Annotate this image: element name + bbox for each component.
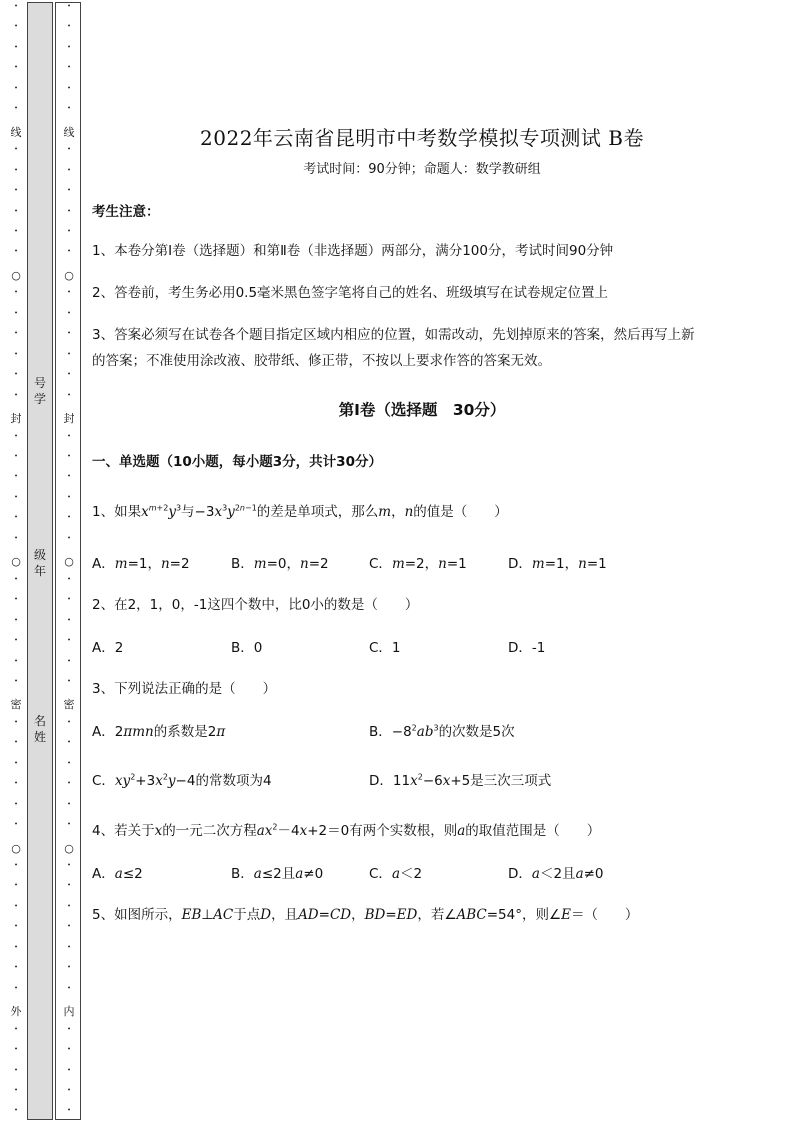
- q2-option-a: A．2: [92, 640, 124, 656]
- outer-dot: •: [14, 43, 18, 51]
- outer-mark: 封: [10, 412, 22, 426]
- inner-dot: •: [67, 473, 71, 481]
- notice-item-3: 3、答案必须写在试卷各个题目指定区域内相应的位置，如需改动，先划掉原来的答案，然后再写上新: [92, 327, 695, 343]
- outer-dot: •: [14, 23, 18, 31]
- inner-dot: •: [67, 1087, 71, 1095]
- outer-dot: •: [14, 84, 18, 92]
- inner-dot: •: [67, 1046, 71, 1054]
- outer-dot: •: [14, 984, 18, 992]
- inner-dot: •: [67, 575, 71, 583]
- outer-mark: ○: [11, 268, 21, 282]
- question-5: 5、如图所示，EB⊥AC于点D，且AD=CD，BD=ED，若∠ABC=54°，则∠E＝（ ）: [92, 907, 639, 923]
- outer-dot: •: [14, 780, 18, 788]
- notice-item-3-cont: 的答案；不准使用涂改液、胶带纸、修正带，不按以上要求作答的答案无效。: [92, 353, 551, 369]
- inner-dot: •: [67, 821, 71, 829]
- inner-dot: •: [67, 1066, 71, 1074]
- inner-dot: •: [67, 514, 71, 522]
- outer-dot: •: [14, 391, 18, 399]
- inner-dot: •: [67, 43, 71, 51]
- q2-option-d: D．-1: [508, 640, 546, 656]
- question-4: 4、若关于x的一元二次方程$ax^2-4x+2=0$有两个实数根，则a的取值范围是（ ）: [92, 822, 601, 839]
- inner-dot: •: [67, 657, 71, 665]
- inner-dot: •: [67, 616, 71, 624]
- outer-dot-column: [9, 4, 23, 1119]
- inner-dot: •: [67, 882, 71, 890]
- inner-dot: •: [67, 964, 71, 972]
- field-student-number: 号学: [34, 376, 47, 406]
- inner-dot: •: [67, 105, 71, 113]
- inner-dot: •: [67, 739, 71, 747]
- inner-dot: •: [67, 596, 71, 604]
- inner-dot: •: [67, 902, 71, 910]
- q4-option-d: D．a＜2且a≠0: [508, 866, 604, 882]
- q1-option-d: D．m=1，n=1: [508, 556, 607, 572]
- inner-dot: •: [67, 923, 71, 931]
- outer-dot: •: [14, 1046, 18, 1054]
- notice-item-2: 2、答卷前，考生务必用0.5毫米黑色签字笔将自己的姓名、班级填写在试卷规定位置上: [92, 285, 609, 301]
- outer-dot: •: [14, 166, 18, 174]
- inner-mark: 线: [63, 125, 75, 139]
- q4-option-a: A．a≤2: [92, 866, 143, 882]
- outer-dot: •: [14, 902, 18, 910]
- inner-dot: •: [67, 391, 71, 399]
- exam-subtitle: 考试时间：90分钟；命题人：数学教研组: [303, 162, 541, 177]
- outer-dot: •: [14, 187, 18, 195]
- outer-dot: •: [14, 862, 18, 870]
- inner-dot: •: [67, 330, 71, 338]
- inner-dot: •: [67, 800, 71, 808]
- field-grade: 级年: [34, 548, 47, 578]
- inner-mark: ○: [64, 555, 74, 569]
- inner-mark: ○: [64, 841, 74, 855]
- outer-dot: •: [14, 739, 18, 747]
- outer-dot: •: [14, 64, 18, 72]
- inner-dot: •: [67, 780, 71, 788]
- inner-dot: •: [67, 493, 71, 501]
- exam-title: 2022年云南省昆明市中考数学模拟专项测试 B卷: [200, 126, 644, 150]
- outer-dot: •: [14, 473, 18, 481]
- inner-mark: 内: [63, 1005, 75, 1019]
- outer-dot: •: [14, 227, 18, 235]
- outer-dot: •: [14, 452, 18, 460]
- outer-dot: •: [14, 759, 18, 767]
- notice-item-1: 1、本卷分第I卷（选择题）和第Ⅱ卷（非选择题）两部分，满分100分，考试时间90分钟: [92, 243, 614, 259]
- outer-mark: 密: [10, 698, 22, 712]
- inner-dot: •: [67, 227, 71, 235]
- outer-dot: •: [14, 1087, 18, 1095]
- inner-dot: •: [67, 759, 71, 767]
- outer-dot: •: [14, 514, 18, 522]
- outer-dot: •: [14, 943, 18, 951]
- inner-dot: •: [67, 1025, 71, 1033]
- q2-option-c: C．1: [369, 640, 401, 656]
- section-title: 第I卷（选择题 30分）: [338, 401, 506, 419]
- outer-dot: •: [14, 677, 18, 685]
- outer-dot: •: [14, 1025, 18, 1033]
- inner-dot: •: [67, 862, 71, 870]
- inner-mark: 封: [63, 412, 75, 426]
- inner-mark: ○: [64, 268, 74, 282]
- outer-mark: 外: [10, 1005, 22, 1019]
- inner-dot: •: [67, 718, 71, 726]
- outer-dot: •: [14, 637, 18, 645]
- inner-dot: •: [67, 452, 71, 460]
- q2-option-b: B．0: [231, 640, 263, 656]
- outer-dot: •: [14, 105, 18, 113]
- q4-option-c: C．a＜2: [369, 866, 423, 882]
- question-3: 3、下列说法正确的是（ ）: [92, 681, 277, 697]
- outer-dot: •: [14, 964, 18, 972]
- inner-dot: •: [67, 432, 71, 440]
- inner-dot: •: [67, 23, 71, 31]
- outer-dot: •: [14, 207, 18, 215]
- outer-dot: •: [14, 657, 18, 665]
- field-name: 名姓: [34, 714, 47, 744]
- inner-dot: •: [67, 3, 71, 10]
- q3-option-a: A．2πmn的系数是2π: [92, 724, 226, 740]
- outer-dot: •: [14, 923, 18, 931]
- inner-dot: •: [67, 187, 71, 195]
- q1-option-c: C．m=2，n=1: [369, 556, 467, 572]
- outer-dot: •: [14, 248, 18, 256]
- outer-dot: •: [14, 3, 18, 10]
- outer-dot: •: [14, 493, 18, 501]
- outer-dot: •: [14, 350, 18, 358]
- inner-dot: •: [67, 289, 71, 297]
- inner-dot: •: [67, 248, 71, 256]
- student-info-band: [27, 2, 53, 1120]
- outer-dot: •: [14, 432, 18, 440]
- outer-mark: 线: [10, 125, 22, 139]
- q3-option-c: C．$xy^2+3x^2y-4$的常数项为4: [92, 772, 272, 789]
- outer-mark: ○: [11, 555, 21, 569]
- inner-dot: •: [67, 371, 71, 379]
- notice-heading: 考生注意：: [92, 204, 160, 220]
- inner-dot: •: [67, 534, 71, 542]
- inner-dot: •: [67, 166, 71, 174]
- outer-dot: •: [14, 596, 18, 604]
- q3-option-d: D．$11x^2-6x+5$是三次三项式: [369, 772, 552, 789]
- inner-dot: •: [67, 350, 71, 358]
- outer-dot: •: [14, 289, 18, 297]
- q3-option-b: B．$-8^2ab^3$的次数是5次: [369, 723, 515, 740]
- q4-option-b: B．a≤2且a≠0: [231, 866, 324, 882]
- inner-dot: •: [67, 146, 71, 154]
- outer-dot: •: [14, 718, 18, 726]
- outer-mark: ○: [11, 841, 21, 855]
- outer-dot: •: [14, 800, 18, 808]
- inner-dot: •: [67, 64, 71, 72]
- question-2: 2、在2，1，0，-1这四个数中，比0小的数是（ ）: [92, 597, 419, 613]
- inner-dot: •: [67, 677, 71, 685]
- outer-dot: •: [14, 330, 18, 338]
- outer-dot: •: [14, 371, 18, 379]
- inner-dot-column: [62, 4, 76, 1119]
- part-title: 一、单选题（10小题，每小题3分，共计30分）: [92, 454, 382, 470]
- outer-dot: •: [14, 534, 18, 542]
- inner-dot: •: [67, 84, 71, 92]
- inner-dot: •: [67, 943, 71, 951]
- outer-dot: •: [14, 882, 18, 890]
- outer-dot: •: [14, 1066, 18, 1074]
- q1-option-a: A．m=1，n=2: [92, 556, 190, 572]
- inner-dot: •: [67, 984, 71, 992]
- inner-dot: •: [67, 309, 71, 317]
- outer-dot: •: [14, 309, 18, 317]
- binding-margin: [0, 0, 82, 1123]
- outer-dot: •: [14, 616, 18, 624]
- outer-dot: •: [14, 821, 18, 829]
- inner-dot: •: [67, 1107, 71, 1115]
- outer-dot: •: [14, 575, 18, 583]
- question-1: 1、如果$x^{m+2}y^3$与$-3x^3y^{2n-1}$的差是单项式，那么m，n的值是（ ）: [92, 503, 508, 520]
- inner-mark: 密: [63, 698, 75, 712]
- outer-dot: •: [14, 1107, 18, 1115]
- inner-dot: •: [67, 637, 71, 645]
- q1-option-b: B．m=0，n=2: [231, 556, 329, 572]
- inner-dot: •: [67, 207, 71, 215]
- outer-dot: •: [14, 146, 18, 154]
